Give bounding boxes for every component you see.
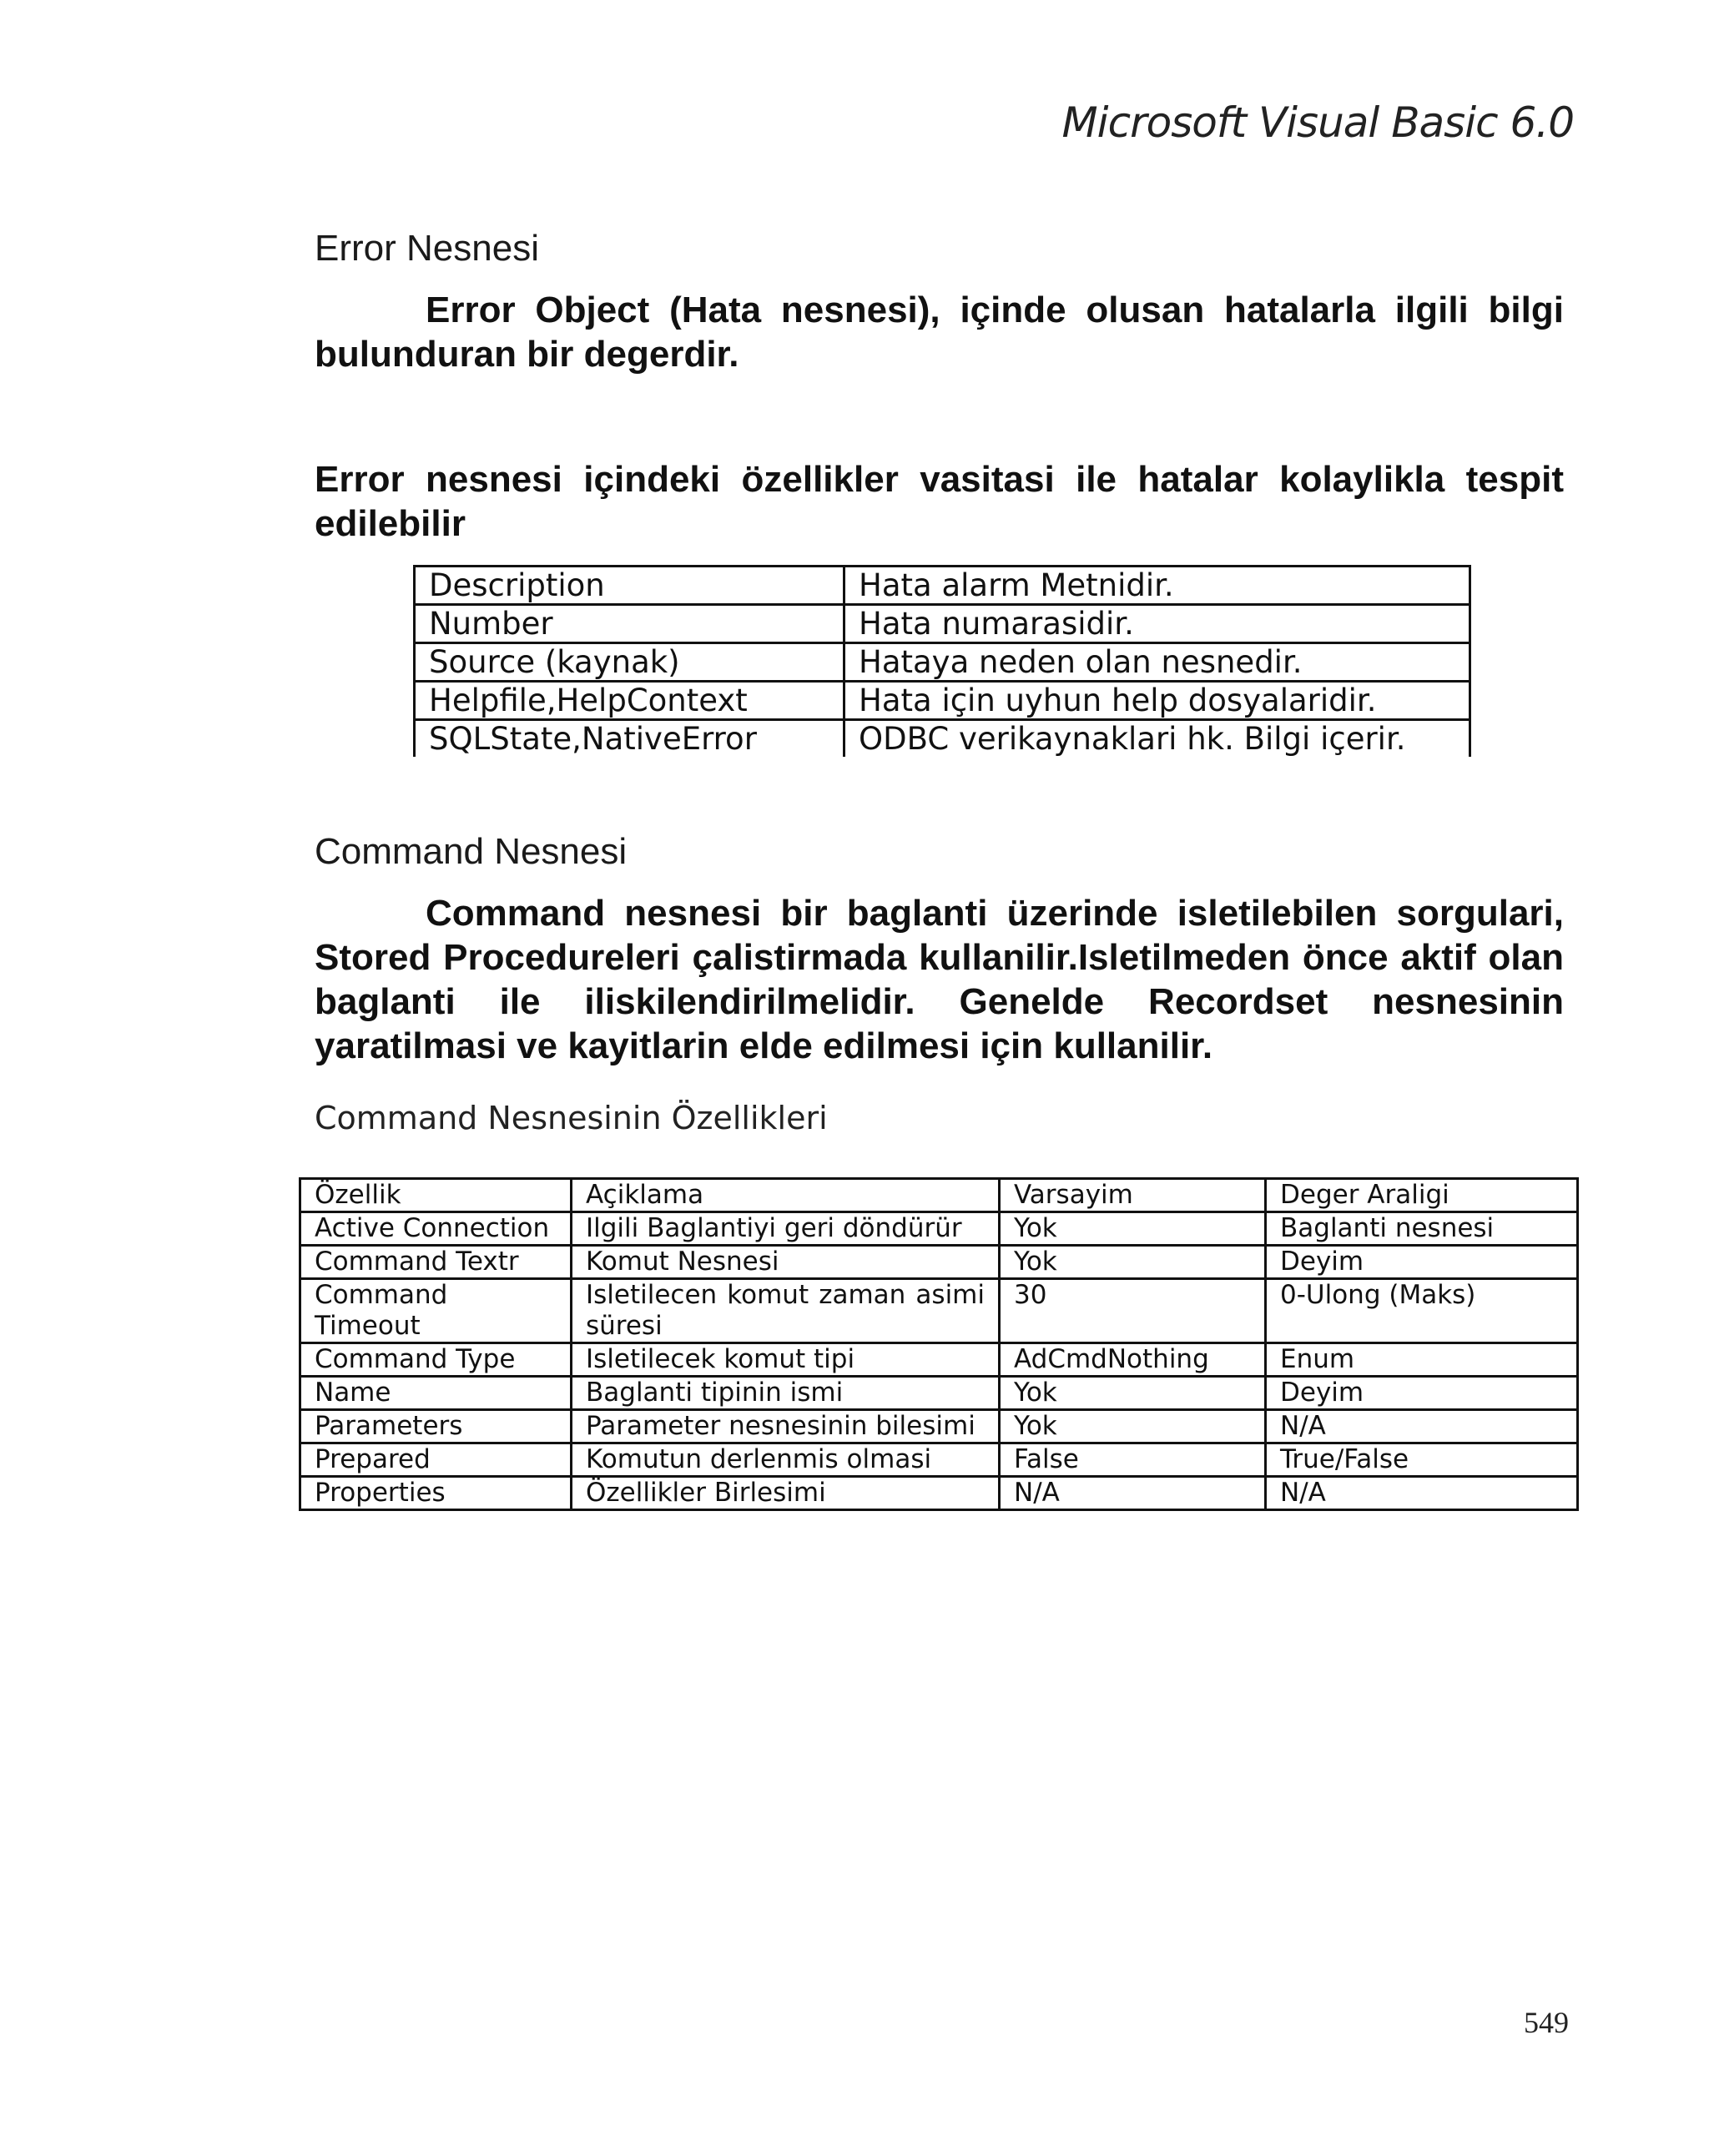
- error-section-heading: Error Nesnesi: [315, 228, 539, 269]
- error-intro-text: Error Object (Hata nesnesi), içinde olusan hatalarla ilgili bilgi bulunduran bir degerdir.: [315, 290, 1564, 375]
- table-cell: Active Connection: [300, 1212, 572, 1246]
- table-cell: ODBC verikaynaklari hk. Bilgi içerir.: [844, 720, 1470, 758]
- running-header-title: Microsoft Visual Basic 6.0: [1061, 98, 1574, 147]
- table-cell: Parameter nesnesinin bilesimi: [572, 1410, 1000, 1443]
- table-row: [300, 1377, 1578, 1410]
- table-cell: True/False: [1266, 1443, 1578, 1477]
- table-row: [300, 1410, 1578, 1443]
- table-cell: Description: [415, 567, 844, 605]
- table-cell: Hata için uyhun help dosyalaridir.: [844, 682, 1470, 720]
- table-cell: Enum: [1266, 1343, 1578, 1377]
- table-cell: Hataya neden olan nesnedir.: [844, 643, 1470, 682]
- table-row: [415, 567, 1470, 605]
- column-header: Deger Araligi: [1266, 1179, 1578, 1212]
- table-row: [415, 605, 1470, 643]
- table-cell: AdCmdNothing: [1000, 1343, 1266, 1377]
- table-cell: Isletilecek komut tipi: [572, 1343, 1000, 1377]
- table-cell: Name: [300, 1377, 572, 1410]
- table-cell: Prepared: [300, 1443, 572, 1477]
- table-row: [300, 1279, 1578, 1343]
- table-cell: Properties: [300, 1477, 572, 1510]
- table-row: [300, 1343, 1578, 1377]
- table-cell: 30: [1000, 1279, 1266, 1343]
- table-cell: Yok: [1000, 1377, 1266, 1410]
- table-row: [300, 1443, 1578, 1477]
- table-cell: Hata alarm Metnidir.: [844, 567, 1470, 605]
- column-header: Özellik: [300, 1179, 572, 1212]
- error-properties-paragraph: Error nesnesi içindeki özellikler vasitasi ile hatalar kolaylikla tespit edilebilir: [315, 459, 1564, 544]
- table-cell: N/A: [1266, 1477, 1578, 1510]
- table-cell: Command Timeout: [300, 1279, 572, 1343]
- table-cell: Ilgili Baglantiyi geri döndürür: [572, 1212, 1000, 1246]
- table-cell: Helpfile,HelpContext: [415, 682, 844, 720]
- table-cell: Hata numarasidir.: [844, 605, 1470, 643]
- command-section-heading: Command Nesnesi: [315, 831, 628, 872]
- table-row: [415, 682, 1470, 720]
- table-cell: Isletilecen komut zaman asimi süresi: [572, 1279, 1000, 1343]
- column-header: Açiklama: [572, 1179, 1000, 1212]
- table-cell: Özellikler Birlesimi: [572, 1477, 1000, 1510]
- table-cell: Source (kaynak): [415, 643, 844, 682]
- table-row: [415, 720, 1470, 758]
- table-cell: Yok: [1000, 1246, 1266, 1279]
- table-cell: Command Type: [300, 1343, 572, 1377]
- table-cell: Yok: [1000, 1410, 1266, 1443]
- error-properties-table: [413, 565, 1471, 757]
- table-cell: Yok: [1000, 1212, 1266, 1246]
- table-cell: False: [1000, 1443, 1266, 1477]
- table-cell: Number: [415, 605, 844, 643]
- command-table-caption: Command Nesnesinin Özellikleri: [315, 1100, 828, 1136]
- page-number: 549: [1524, 2006, 1569, 2039]
- column-header: Varsayim: [1000, 1179, 1266, 1212]
- table-row: [300, 1212, 1578, 1246]
- table-cell: Baglanti nesnesi: [1266, 1212, 1578, 1246]
- table-cell: Komutun derlenmis olmasi: [572, 1443, 1000, 1477]
- table-row: [300, 1477, 1578, 1510]
- command-properties-table: [299, 1177, 1579, 1511]
- command-intro-text: Command nesnesi bir baglanti üzerinde isletilebilen sorgulari, Stored Procedureleri çalistirmada kullanilir.Isletilmeden önce aktif olan baglanti ile iliskilendirilmelidir. Genelde Recordset nesnesinin yaratilmasi ve kayitlarin elde edilmesi için kullanilir.: [315, 893, 1564, 1066]
- error-intro-paragraph: [315, 288, 1564, 376]
- command-intro-paragraph: [315, 891, 1564, 1068]
- table-cell: Deyim: [1266, 1377, 1578, 1410]
- table-cell: Komut Nesnesi: [572, 1246, 1000, 1279]
- table-cell: Baglanti tipinin ismi: [572, 1377, 1000, 1410]
- table-cell: Command Textr: [300, 1246, 572, 1279]
- table-header-row: [300, 1179, 1578, 1212]
- table-row: [415, 643, 1470, 682]
- table-cell: 0-Ulong (Maks): [1266, 1279, 1578, 1343]
- table-cell: Parameters: [300, 1410, 572, 1443]
- table-cell: N/A: [1266, 1410, 1578, 1443]
- table-cell: Deyim: [1266, 1246, 1578, 1279]
- table-cell: SQLState,NativeError: [415, 720, 844, 758]
- table-cell: N/A: [1000, 1477, 1266, 1510]
- table-row: [300, 1246, 1578, 1279]
